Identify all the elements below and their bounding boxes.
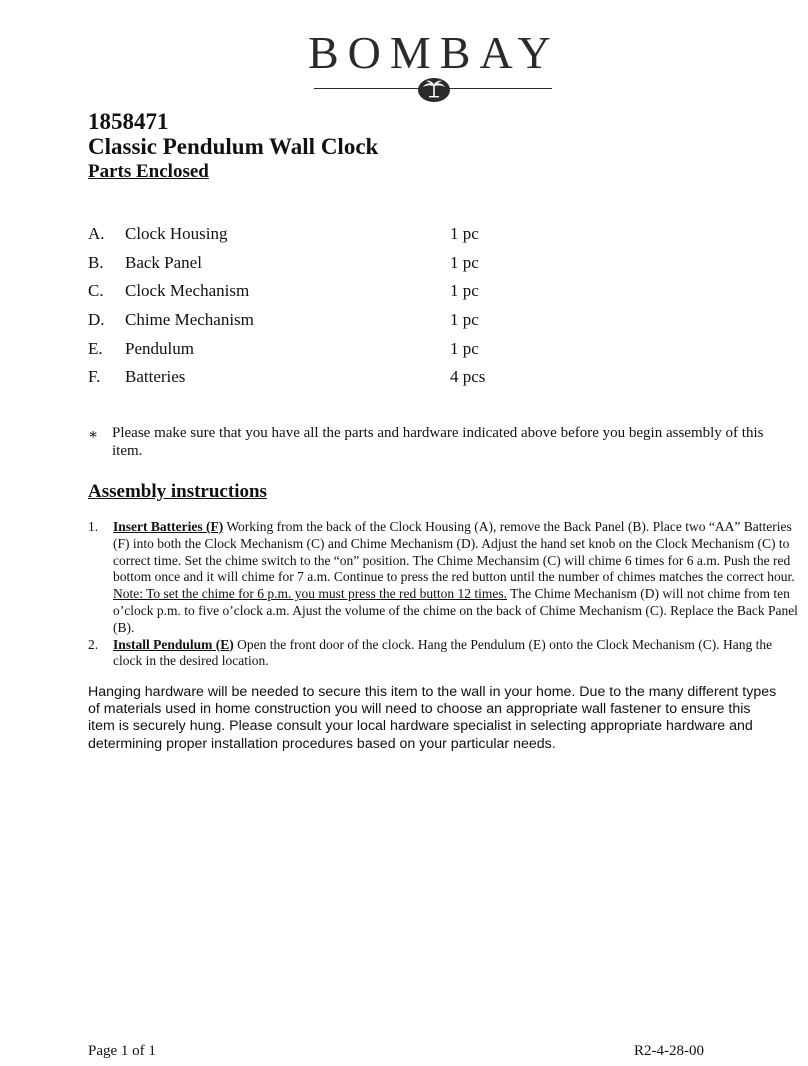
step-text: Working from the back of the Clock Housing (A), remove the Back Panel (B). Place two “AA” Batteries (F) into both the Clock Mechanism (C) and Chime Mechanism (D). Adjust the hand set knob on the Clock Mechanism (C) to correct time. Set the chime switch to the “on” position. The Chime Mechansim (C) will chime 6 times for 6 a.m. Push the red bottom once and it will chime for 7 a.m. Continue to press the red button until the number of chimes matches the correct hour. [113, 519, 795, 585]
part-letter: E. [88, 338, 103, 358]
assembly-step [88, 637, 798, 671]
part-row [88, 365, 568, 394]
step-text: Open the front door of the clock. Hang the Pendulum (E) onto the Clock Mechanism (C). Hang the clock in the desired location. [113, 636, 773, 669]
part-letter: C. [88, 281, 104, 301]
product-title: Classic Pendulum Wall Clock [88, 134, 379, 159]
part-letter: D. [88, 310, 105, 330]
part-letter: B. [88, 252, 104, 272]
part-quantity: 1 pc [450, 224, 479, 243]
revision-code: R2-4-28-00 [634, 1043, 704, 1059]
part-row [88, 308, 568, 337]
assembly-heading: Assembly instructions [88, 481, 267, 502]
part-quantity: 1 pc [450, 252, 479, 272]
step-title: Insert Batteries (F) [113, 519, 224, 534]
logo-divider-left [314, 88, 424, 89]
part-name: Clock Mechanism [125, 281, 250, 301]
brand-wordmark: BOMBAY [308, 27, 560, 78]
part-quantity: 4 pcs [450, 367, 486, 387]
brand-logo [308, 28, 558, 108]
product-sku: 1858471 [88, 109, 169, 134]
part-row [88, 251, 568, 280]
logo-divider-right [444, 88, 552, 89]
part-letter: F. [88, 367, 101, 387]
page-number: Page 1 of 1 [88, 1043, 156, 1059]
part-name: Pendulum [125, 338, 194, 358]
step-title: Install Pendulum (E) [113, 636, 234, 652]
parts-heading: Parts Enclosed [88, 161, 209, 182]
parts-list [88, 222, 568, 394]
part-row [88, 337, 568, 366]
step-number: 1. [88, 519, 99, 534]
part-quantity: 1 pc [450, 338, 479, 358]
part-row [88, 279, 568, 308]
palm-tree-icon [417, 76, 451, 104]
assembly-steps [88, 519, 798, 670]
part-name: Clock Housing [125, 224, 228, 243]
part-letter: A. [88, 224, 105, 243]
step-note: Note: To set the chime for 6 p.m. you must press the red button 12 times. [113, 586, 507, 602]
assembly-step [88, 519, 798, 637]
part-name: Batteries [125, 367, 186, 387]
asterisk-icon: ∗ [88, 427, 99, 443]
step-text-continued: The Chime Mechanism (D) will not chime from ten o’clock p.m. to five o’clock a.m. Ajust the volume of the chime on the back of Chime Mechanism (C). Replace the Back Panel (B). [113, 586, 798, 635]
part-name: Back Panel [125, 252, 202, 272]
part-quantity: 1 pc [450, 310, 479, 330]
part-name: Chime Mechanism [125, 310, 254, 330]
note-text: Please make sure that you have all the parts and hardware indicated above before you begin assembly of this item. [112, 425, 764, 459]
step-number: 2. [88, 636, 99, 652]
part-row [88, 222, 568, 251]
hanging-hardware-notice: Hanging hardware will be needed to secure this item to the wall in your home. Due to the many different types of materials used in home construction you will need to choose an appropriate wall fastener to ensure this item is securely hung. Please consult your local hardware specialist in selecting appropriate hardware and determining proper installation procedures based on your particular needs. [88, 684, 777, 752]
part-quantity: 1 pc [450, 281, 479, 301]
